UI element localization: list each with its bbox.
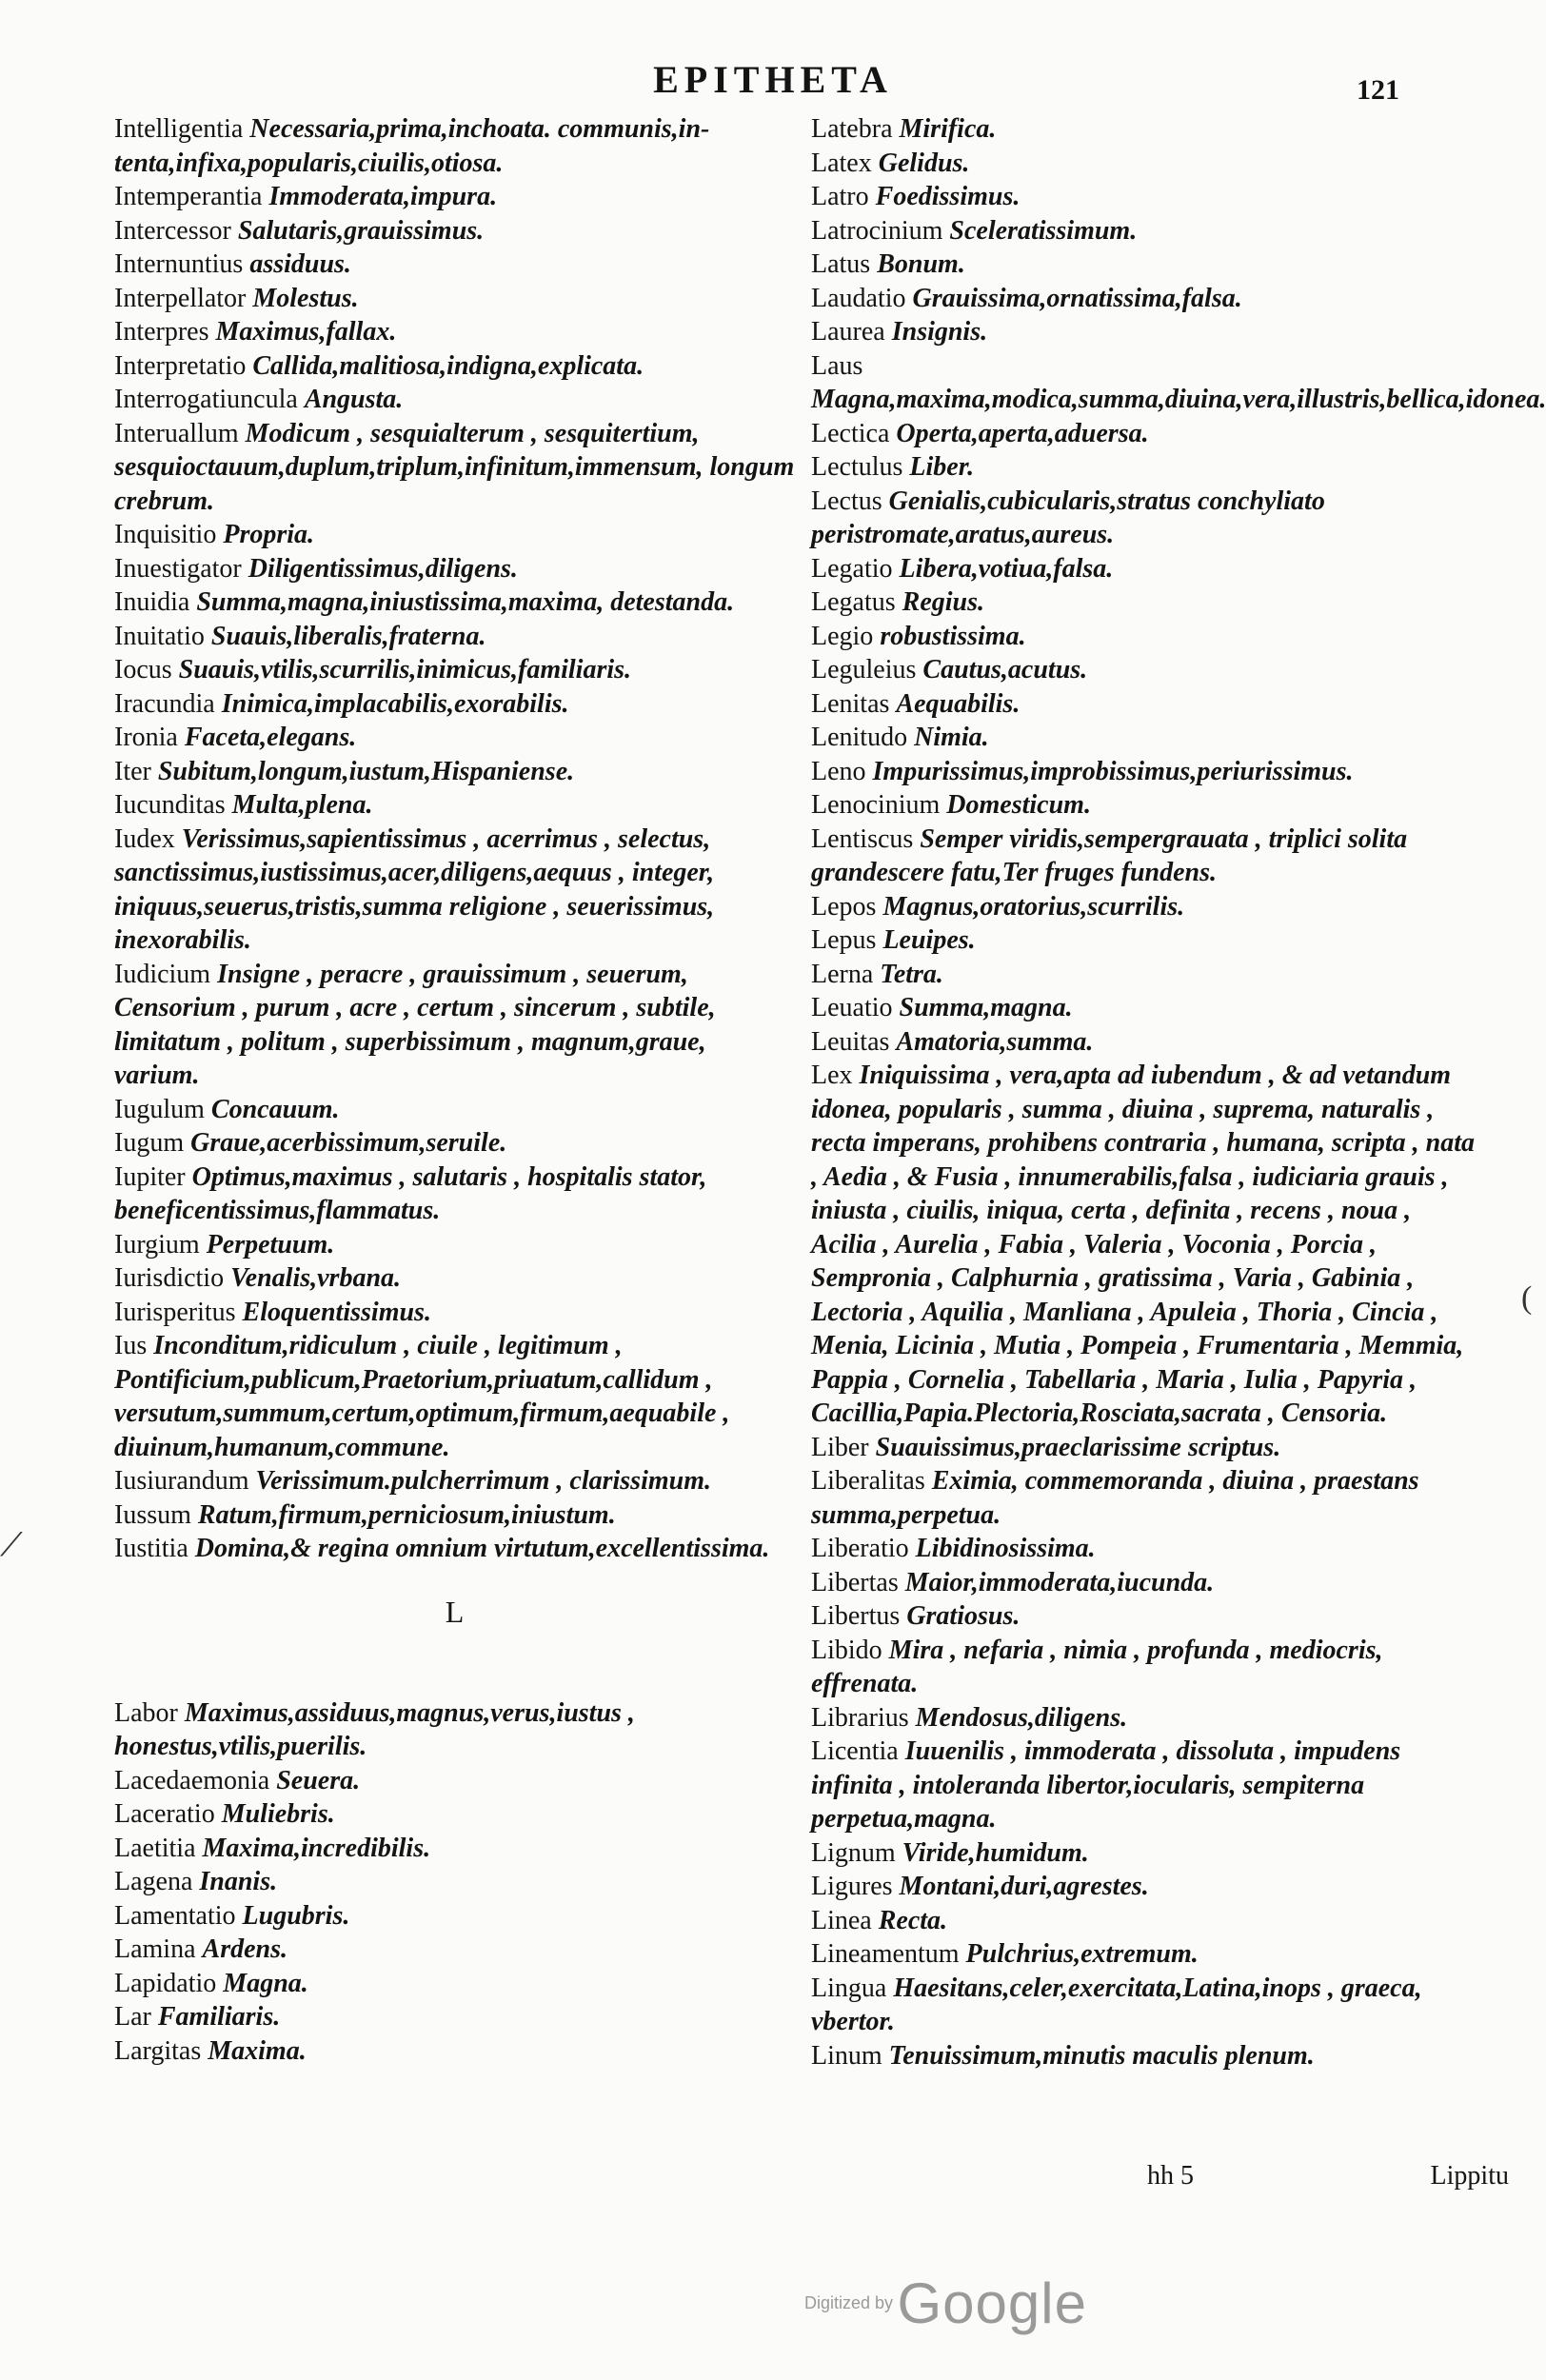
entry-headword: Inuitatio (114, 621, 205, 651)
dictionary-entry (811, 180, 1477, 214)
entry-epithets: Subitum,longum,iustum,Hispaniense. (157, 756, 575, 786)
watermark-brand: Google (897, 2271, 1087, 2335)
dictionary-entry (114, 1832, 795, 1866)
dictionary-entry (811, 1566, 1477, 1600)
entry-epithets: Pulchrius,extremum. (965, 1939, 1199, 1969)
entry-epithets: Mirifica. (899, 114, 997, 144)
entry-headword: Leuatio (811, 993, 893, 1022)
running-title: EPITHETA (653, 58, 893, 101)
entry-headword: Ligures (811, 1872, 893, 1901)
entry-epithets: Amatoria,summa. (896, 1026, 1094, 1057)
entry-epithets: Maior,immoderata,iucunda. (904, 1567, 1215, 1597)
dictionary-entry (811, 1836, 1477, 1871)
entry-headword: Labor (114, 1697, 178, 1728)
entry-epithets: Libidinosissima. (915, 1534, 1096, 1563)
dictionary-entry (811, 653, 1477, 687)
entry-headword: Iugulum (114, 1094, 205, 1124)
dictionary-entry (114, 687, 795, 722)
entry-headword: Inuestigator (114, 553, 242, 584)
dictionary-entry (114, 755, 795, 789)
catchword: Lippitu (1430, 2161, 1509, 2191)
dictionary-entry (811, 1870, 1477, 1904)
dictionary-entry (811, 1599, 1477, 1634)
dictionary-entry (114, 1093, 795, 1127)
entry-epithets: Verissimus,sapientissimus , acerrimus , selectus, sanctissimus,iustissimus,acer,diligens,aequus , integer, iniquus,seuerus,tristis,summa religione , seuerissimus, inexorabilis. (114, 823, 715, 955)
margin-stroke-icon: ⟋ (0, 1528, 23, 1563)
right-column (811, 112, 1546, 2073)
dictionary-entry (811, 315, 1477, 349)
watermark-prefix: Digitized by (804, 2293, 894, 2312)
entry-epithets: Aequabilis. (896, 688, 1021, 719)
entry-headword: Interuallum (114, 418, 239, 448)
dictionary-entry (114, 349, 795, 384)
dictionary-entry (114, 1967, 795, 2001)
dictionary-entry (114, 315, 795, 349)
entry-headword: Iusiurandum (114, 1466, 249, 1496)
entry-headword: Iupiter (114, 1161, 186, 1192)
entry-headword: Intemperantia (114, 182, 263, 211)
entry-epithets: Diligentissimus,diligens. (248, 553, 518, 584)
dictionary-entry (811, 991, 1477, 1025)
entry-headword: Legatus (811, 587, 896, 617)
entry-headword: Intelligentia (114, 114, 244, 144)
dictionary-entry (811, 1735, 1477, 1836)
dictionary-entry (114, 1228, 795, 1262)
entry-epithets: Inimica,implacabilis,exorabilis. (221, 688, 569, 719)
left-entry-list-l (114, 1696, 795, 2069)
entry-epithets: Concauum. (210, 1094, 340, 1124)
dictionary-entry (114, 282, 795, 316)
entry-headword: Iudicium (114, 959, 211, 989)
entry-epithets: Graue,acerbissimum,seruile. (190, 1128, 507, 1158)
dictionary-entry (811, 958, 1477, 992)
entry-epithets: Magnus,oratorius,scurrilis. (882, 891, 1185, 922)
entry-headword: Lentiscus (811, 823, 914, 854)
entry-epithets: Modicum , sesquialterum , sesquitertium, sesquioctauum,duplum,triplum,infinitum,immensum, longum crebrum. (114, 418, 795, 516)
entry-epithets: Tenuissimum,minutis maculis plenum. (888, 2040, 1315, 2071)
entry-headword: Laceratio (114, 1799, 215, 1829)
entry-headword: Inquisitio (114, 520, 217, 549)
dictionary-entry (811, 147, 1477, 181)
dictionary-entry (114, 721, 795, 755)
entry-epithets: assiduus. (249, 249, 351, 279)
entry-headword: Leno (811, 756, 866, 786)
dictionary-entry (114, 1329, 795, 1464)
dictionary-entry (114, 180, 795, 214)
entry-headword: Laurea (811, 317, 885, 347)
entry-epithets: Nimia. (914, 723, 989, 752)
entry-headword: Interpres (114, 317, 209, 347)
entry-epithets: Immoderata,impura. (268, 182, 498, 211)
entry-headword: Liberalitas (811, 1466, 925, 1496)
entry-headword: Iussum (114, 1499, 191, 1530)
entry-epithets: Domesticum. (946, 790, 1091, 820)
entry-epithets: Operta,aperta,aduersa. (896, 418, 1149, 448)
dictionary-entry (811, 823, 1477, 890)
margin-bracket-icon: ( (1521, 1280, 1533, 1316)
entry-headword: Lex (811, 1061, 853, 1090)
entry-headword: Latrocinium (811, 215, 943, 246)
entry-epithets: Lugubris. (242, 1900, 350, 1931)
entry-headword: Laetitia (114, 1833, 196, 1863)
entry-epithets: Ardens. (202, 1934, 287, 1964)
entry-epithets: Summa,magna,iniustissima,maxima, detestanda. (196, 587, 735, 617)
dictionary-entry (811, 1634, 1477, 1701)
entry-headword: Lar (114, 2002, 151, 2032)
entry-epithets: Haesitans,celer,exercitata,Latina,inops , graeca, vbertor. (811, 1973, 1422, 2036)
entry-headword: Librarius (811, 1702, 909, 1733)
entry-epithets: Recta. (878, 1905, 948, 1935)
entry-epithets: Eloquentissimus. (242, 1297, 431, 1327)
entry-headword: Latus (811, 249, 871, 279)
entry-epithets: Cautus,acutus. (922, 655, 1088, 684)
entry-headword: Ius (114, 1331, 148, 1360)
dictionary-entry (114, 1532, 795, 1566)
entry-epithets: Mira , nefaria , nimia , profunda , mediocris, effrenata. (811, 1635, 1383, 1698)
entry-epithets: Callida,malitiosa,indigna,explicata. (252, 350, 644, 381)
entry-headword: Iugum (114, 1128, 185, 1158)
entry-headword: Lingua (811, 1973, 887, 2003)
entry-epithets: Iniquissima , vera,apta ad iubendum , & ad vetandum idonea, popularis , summa , diuina , suprema, naturalis , recta imperans, prohibens contraria , humana, scripta , nata , Aedia , & Fusia , innumerabilis,falsa , iudiciaria grauis , iniusta , ciuilis, iniqua, certa , definita , recens , noua , Acilia , Aurelia , Fabia , Valeria , Voconia , Porcia , Sempronia , Calphurnia , gratissima , Varia , Gabinia , Lectoria , Aquilia , Manliana , Apuleia , Thoria , Cincia , Menia, Licinia , Mutia , Pompeia , Frumentaria , Memmia, Pappia , Cornelia , Tabellaria , Maria , Iulia , Papyria , Cacillia,Papia.Plectoria,Rosciata,sacrata , Censoria. (811, 1061, 1476, 1428)
entry-headword: Lamina (114, 1934, 196, 1964)
entry-epithets: Maxima,incredibilis. (202, 1833, 431, 1863)
dictionary-entry (811, 214, 1477, 248)
entry-epithets: Sceleratissimum. (949, 215, 1138, 246)
signature-mark: hh 5 (1147, 2161, 1194, 2191)
entry-headword: Licentia (811, 1736, 899, 1766)
entry-epithets: Iuuenilis , immoderata , dissoluta , impudens infinita , intoleranda libertor,iocularis, sempiterna perpetua,magna. (811, 1736, 1401, 1834)
dictionary-entry (811, 1904, 1477, 1938)
entry-headword: Lectus (811, 486, 882, 516)
entry-headword: Iurgium (114, 1229, 200, 1259)
entry-headword: Lineamentum (811, 1939, 960, 1969)
entry-epithets: Maximus,assiduus,magnus,verus,iustus , honestus,vtilis,puerilis. (114, 1697, 635, 1761)
dictionary-entry (811, 923, 1477, 958)
digitized-watermark (804, 2271, 1087, 2336)
dictionary-entry (114, 1296, 795, 1330)
dictionary-entry (114, 788, 795, 823)
dictionary-entry (811, 1532, 1477, 1566)
entry-epithets: Viride,humidum. (902, 1837, 1089, 1868)
dictionary-entry (811, 1025, 1477, 1060)
entry-epithets: Regius. (902, 587, 984, 617)
dictionary-entry (811, 755, 1477, 789)
dictionary-entry (114, 2034, 795, 2069)
page-footer (1147, 2161, 1509, 2192)
entry-epithets: Suauis,liberalis,fraterna. (210, 621, 486, 651)
entry-epithets: Magna,maxima,modica,summa,diuina,vera,illustris,bellica,idonea. (811, 385, 1546, 414)
entry-epithets: Montani,duri,agrestes. (899, 1872, 1149, 1901)
dictionary-entry (811, 687, 1477, 722)
dictionary-entry (114, 2000, 795, 2034)
entry-headword: Latex (811, 148, 872, 178)
entry-epithets: Faceta,elegans. (184, 723, 357, 752)
entry-epithets: Foedissimus. (875, 182, 1021, 211)
entry-headword: Interrogatiuncula (114, 385, 298, 414)
dictionary-entry (114, 1865, 795, 1899)
dictionary-entry (114, 1126, 795, 1160)
entry-headword: Lepus (811, 925, 877, 955)
dictionary-entry (114, 248, 795, 282)
entry-headword: Largitas (114, 2035, 202, 2066)
entry-headword: Interpellator (114, 283, 247, 313)
entry-headword: Latebra (811, 114, 893, 144)
entry-headword: Iurisdictio (114, 1263, 225, 1293)
entry-headword: Leguleius (811, 655, 917, 684)
entry-epithets: Tetra. (880, 959, 943, 989)
entry-epithets: Libera,votiua,falsa. (899, 553, 1114, 584)
entry-epithets: Optimus,maximus , salutaris , hospitalis stator, beneficentissimus,flammatus. (114, 1161, 707, 1225)
dictionary-entry (114, 1464, 795, 1498)
entry-headword: Linum (811, 2040, 882, 2071)
entry-epithets: Seuera. (276, 1765, 361, 1795)
entry-headword: Intercessor (114, 215, 231, 246)
entry-headword: Lerna (811, 959, 874, 989)
dictionary-entry (811, 1937, 1477, 1972)
entry-headword: Liberatio (811, 1534, 909, 1563)
entry-headword: Iurisperitus (114, 1297, 236, 1327)
entry-epithets: Necessaria,prima,inchoata. communis,in-tenta,infixa,popularis,ciuilis,otiosa. (114, 114, 710, 178)
entry-headword: Leuitas (811, 1026, 890, 1057)
entry-headword: Libertus (811, 1601, 901, 1631)
entry-headword: Linea (811, 1905, 872, 1935)
entry-headword: Internuntius (114, 249, 244, 279)
right-entry-list (811, 112, 1546, 2073)
dictionary-entry (114, 1797, 795, 1832)
entry-headword: Iter (114, 756, 151, 786)
entry-epithets: Domina,& regina omnium virtutum,excellentissima. (194, 1534, 770, 1563)
dictionary-entry (811, 721, 1477, 755)
dictionary-entry (811, 417, 1477, 451)
dictionary-entry (114, 417, 795, 519)
entry-epithets: Grauissima,ornatissima,falsa. (912, 283, 1242, 313)
entry-epithets: Liber. (909, 452, 975, 482)
dictionary-entry (114, 620, 795, 654)
entry-headword: Laudatio (811, 283, 906, 313)
dictionary-entry (811, 1464, 1477, 1532)
entry-epithets: Verissimum.pulcherrimum , clarissimum. (255, 1466, 711, 1496)
dictionary-entry (114, 1933, 795, 1967)
entry-epithets: Mendosus,diligens. (915, 1702, 1128, 1733)
entry-epithets: Suauissimus,praeclarissime scriptus. (875, 1432, 1281, 1462)
dictionary-entry (811, 1059, 1477, 1431)
entry-headword: Legatio (811, 553, 893, 584)
dictionary-entry (811, 349, 1546, 417)
entry-epithets: Insignis. (891, 317, 988, 347)
dictionary-entry (811, 620, 1477, 654)
entry-epithets: Perpetuum. (206, 1229, 335, 1259)
entry-headword: Lacedaemonia (114, 1765, 270, 1795)
dictionary-entry (811, 585, 1477, 620)
dictionary-entry (114, 383, 795, 417)
entry-epithets: Familiaris. (157, 2002, 281, 2032)
entry-headword: Latro (811, 182, 869, 211)
entry-epithets: Impurissimus,improbissimus,periurissimus. (872, 756, 1354, 786)
entry-headword: Iudex (114, 823, 175, 854)
entry-epithets: Maxima. (208, 2035, 307, 2066)
entry-headword: Lignum (811, 1837, 896, 1868)
dictionary-entry (811, 282, 1477, 316)
entry-epithets: Summa,magna. (899, 993, 1073, 1022)
dictionary-entry (114, 214, 795, 248)
dictionary-entry (811, 1431, 1477, 1465)
dictionary-entry (811, 1972, 1477, 2039)
entry-epithets: Ratum,firmum,perniciosum,iniustum. (197, 1499, 616, 1530)
entry-epithets: Eximia, commemoranda , diuina , praestans summa,perpetua. (811, 1466, 1419, 1530)
entry-epithets: Salutaris,grauissimus. (237, 215, 485, 246)
entry-headword: Laus (811, 350, 863, 381)
entry-headword: Legio (811, 621, 874, 651)
entry-headword: Iracundia (114, 688, 215, 719)
entry-epithets: Gratiosus. (906, 1601, 1021, 1631)
entry-epithets: Venalis,vrbana. (230, 1263, 402, 1293)
entry-headword: Lapidatio (114, 1968, 217, 1998)
dictionary-entry (114, 112, 795, 180)
letter-heading: L (445, 1594, 465, 1629)
entry-epithets: Magna. (223, 1968, 308, 1998)
dictionary-entry (811, 485, 1477, 552)
dictionary-entry (811, 248, 1477, 282)
entry-epithets: Leuipes. (882, 925, 976, 955)
entry-epithets: Gelidus. (878, 148, 970, 178)
entry-epithets: Semper viridis,sempergrauata , triplici solita grandescere fatu,Ter fruges fundens. (811, 823, 1408, 887)
dictionary-entry (114, 518, 795, 552)
entry-headword: Libertas (811, 1567, 899, 1597)
entry-epithets: Maximus,fallax. (215, 317, 397, 347)
entry-epithets: robustissima. (880, 621, 1026, 651)
entry-headword: Lamentatio (114, 1900, 236, 1931)
entry-epithets: Inanis. (199, 1867, 278, 1896)
entry-headword: Liber (811, 1432, 869, 1462)
entry-headword: Lagena (114, 1867, 193, 1896)
page-number: 121 (1357, 74, 1399, 106)
entry-headword: Ironia (114, 723, 178, 752)
dictionary-entry (811, 1701, 1477, 1735)
entry-epithets: Angusta. (304, 385, 404, 414)
entry-headword: Iustitia (114, 1534, 188, 1563)
dictionary-entry (114, 552, 795, 586)
entry-epithets: Inconditum,ridiculum , ciuile , legitimum , Pontificium,publicum,Praetorium,priuatum,callidum , versutum,summum,certum,optimum,firmum,aequabile , diuinum,humanum,commune. (114, 1331, 730, 1462)
dictionary-entry (114, 1764, 795, 1798)
entry-headword: Iucunditas (114, 790, 226, 820)
dictionary-entry (811, 2039, 1477, 2073)
dictionary-entry (811, 890, 1477, 924)
dictionary-entry (114, 585, 795, 620)
entry-headword: Libido (811, 1635, 882, 1665)
entry-headword: Interpretatio (114, 350, 247, 381)
entry-headword: Inuidia (114, 587, 190, 617)
entry-headword: Lectica (811, 418, 890, 448)
entry-headword: Iocus (114, 655, 172, 684)
dictionary-entry (114, 1899, 795, 1934)
dictionary-entry (114, 823, 795, 958)
dictionary-entry (114, 1160, 795, 1228)
entry-epithets: Suauis,vtilis,scurrilis,inimicus,familiaris. (178, 655, 632, 684)
left-entry-list (114, 112, 795, 1566)
entry-headword: Lenitudo (811, 723, 908, 752)
entry-headword: Lepos (811, 891, 877, 922)
entry-epithets: Bonum. (877, 249, 965, 279)
entry-epithets: Muliebris. (221, 1799, 335, 1829)
dictionary-entry (811, 450, 1477, 485)
entry-epithets: Molestus. (252, 283, 359, 313)
dictionary-entry (811, 112, 1477, 147)
dictionary-entry (811, 788, 1477, 823)
entry-headword: Lectulus (811, 452, 903, 482)
dictionary-entry (114, 1261, 795, 1296)
dictionary-entry (114, 958, 795, 1093)
dictionary-entry (114, 1696, 795, 1764)
entry-headword: Lenitas (811, 688, 890, 719)
dictionary-entry (811, 552, 1477, 586)
entry-epithets: Insigne , peracre , grauissimum , seuerum, Censorium , purum , acre , certum , sincerum , subtile, limitatum , politum , superbissimum , magnum,graue, varium. (114, 959, 716, 1090)
left-column (114, 112, 795, 2068)
entry-epithets: Propria. (223, 520, 315, 549)
dictionary-entry (114, 653, 795, 687)
entry-headword: Lenocinium (811, 790, 941, 820)
dictionary-entry (114, 1498, 795, 1533)
entry-epithets: Genialis,cubicularis,stratus conchyliato peristromate,aratus,aureus. (811, 486, 1325, 549)
entry-epithets: Multa,plena. (231, 790, 373, 820)
